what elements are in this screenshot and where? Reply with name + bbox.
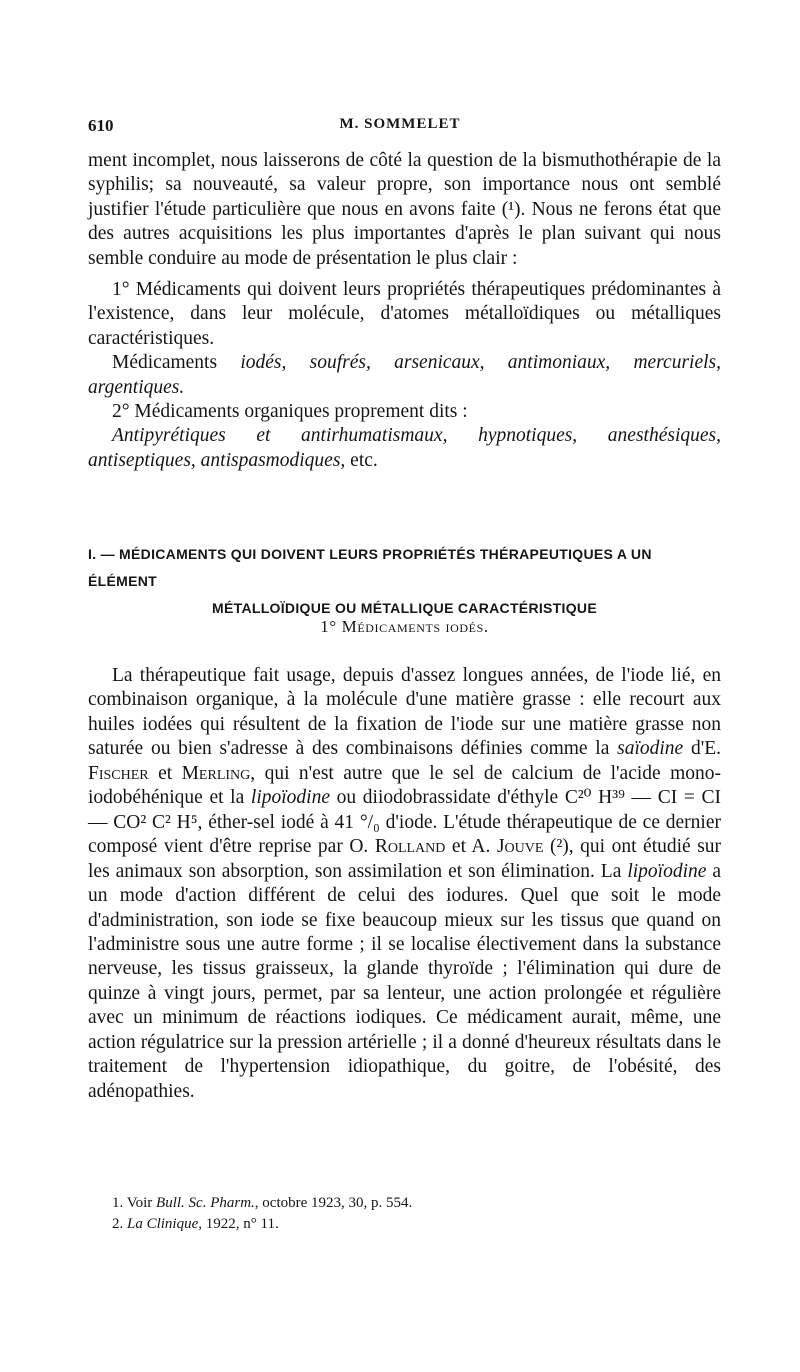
author-jouve: Jouve <box>496 836 544 858</box>
item-1-text: 1° Médicaments qui doivent leurs propriétés thérapeutiques prédominantes à l'existence, dans leur molécule, d'atomes métalloïdiques ou métalliques caractéristiques. <box>88 279 721 349</box>
lipoiodine-term: lipoïodine <box>250 787 330 809</box>
para-segment: ou diiodobrassidate d'éthyle C²⁰ H³⁹ — CI = CI — CO² C² H⁵, éther-sel iodé à 41 °/₀ d'iode. L'étude thérapeutique de ce dernier composé vient d'être reprise par O. <box>88 787 721 858</box>
running-title: M. SOMMELET <box>339 116 461 132</box>
saiodine-term: saïodine <box>617 738 684 760</box>
footnote-text: , 1922, n° 11. <box>198 1216 279 1232</box>
item-1-lead: Médicaments <box>112 352 218 374</box>
para-segment: et A. <box>451 836 491 858</box>
footnote-2 <box>112 1214 712 1235</box>
intro-paragraph: ment incomplet, nous laisserons de côté la question de la bismuthothérapie de la syphilis; sa nouveauté, sa valeur propre, son importance nous ont semblé justifier l'étude particulière que nous en avons faite (¹). Nous ne ferons état que des autres acquisitions les plus importantes d'après le plan suivant qui nous semble conduire au mode de présentation le plus clair : <box>88 150 721 269</box>
para-segment: et <box>158 762 173 784</box>
author-merling: Merling <box>181 762 251 784</box>
para-segment: d'E. <box>690 738 722 760</box>
footnotes <box>112 1193 712 1235</box>
item-1-list <box>88 351 721 400</box>
iodine-paragraph-block <box>88 664 721 1104</box>
section-heading-line-2: MÉTALLOÏDIQUE OU MÉTALLIQUE CARACTÉRISTIQUE <box>212 600 597 616</box>
para-segment: (²), qui ont étudié sur les animaux son absorption, son assimilation et son élimination. La <box>88 836 722 882</box>
item-1-categories: iodés, soufrés, arsenicaux, antimoniaux, mercuriels, argentiques. <box>88 352 721 398</box>
iodine-paragraph <box>88 664 721 1104</box>
item-2-tail: etc. <box>350 449 378 471</box>
footnote-text: , octobre 1923, 30, p. 554. <box>254 1195 413 1211</box>
page-number: 610 <box>88 116 114 135</box>
para-segment: a un mode d'action différent de celui des iodures. Quel que soit le mode d'administration, son iode se fixe beaucoup mieux sur les tissus que quand on l'administre sous une autre forme ; il se localise électivement dans la substance nerveuse, les tissus graisseux, la glande thyroïde ; l'élimination qui dure de quinze à vingt jours, permet, par sa lenteur, une action prolongée et régulière avec un minimum de réactions iodiques. Ce médicament aurait, même, une action régulatrice sur la pression artérielle ; il a donné d'heureux résultats dans le traitement de l'hypertension idiopathique, du goitre, de l'obésité, des adénopathies. <box>88 860 721 1102</box>
author-fischer: Fischer <box>88 762 149 784</box>
footnote-text: 1. Voir <box>112 1195 153 1211</box>
footnote-journal: La Clinique <box>127 1216 199 1232</box>
page-header <box>88 116 712 140</box>
intro-block <box>88 149 721 473</box>
footnote-text: 2. <box>112 1216 124 1232</box>
subsection-heading: 1° Médicaments iodés. <box>320 617 489 636</box>
item-2-list <box>88 424 721 473</box>
footnote-1 <box>112 1193 712 1214</box>
section-heading <box>88 541 721 622</box>
para-segment: La thérapeutique fait usage, depuis d'assez longues années, de l'iode lié, en combinaison organique, à la molécule d'une matière grasse : elle recourt aux huiles iodées qui résultent de la fixation de l'iode sur une matière grasse non saturée ou bien s'adresse à des combinaisons définies comme la <box>88 665 721 760</box>
section-heading-line-1: I. — MÉDICAMENTS QUI DOIVENT LEURS PROPRIÉTÉS THÉRAPEUTIQUES A UN ÉLÉMENT <box>88 546 652 589</box>
footnote-journal: Bull. Sc. Pharm. <box>156 1195 255 1211</box>
author-rolland: Rolland <box>374 836 446 858</box>
para-segment: , qui n'est autre que le sel de calcium de l'acide mono-iodobéhénique et la <box>88 762 722 809</box>
item-2-text: 2° Médicaments organiques proprement dits : <box>112 401 468 423</box>
item-2-categories: Antipyrétiques et antirhumatismaux, hypnotiques, anesthésiques, antiseptiques, antispasmodiques, <box>88 425 721 471</box>
lipoiodine-term: lipoïodine <box>627 860 707 882</box>
